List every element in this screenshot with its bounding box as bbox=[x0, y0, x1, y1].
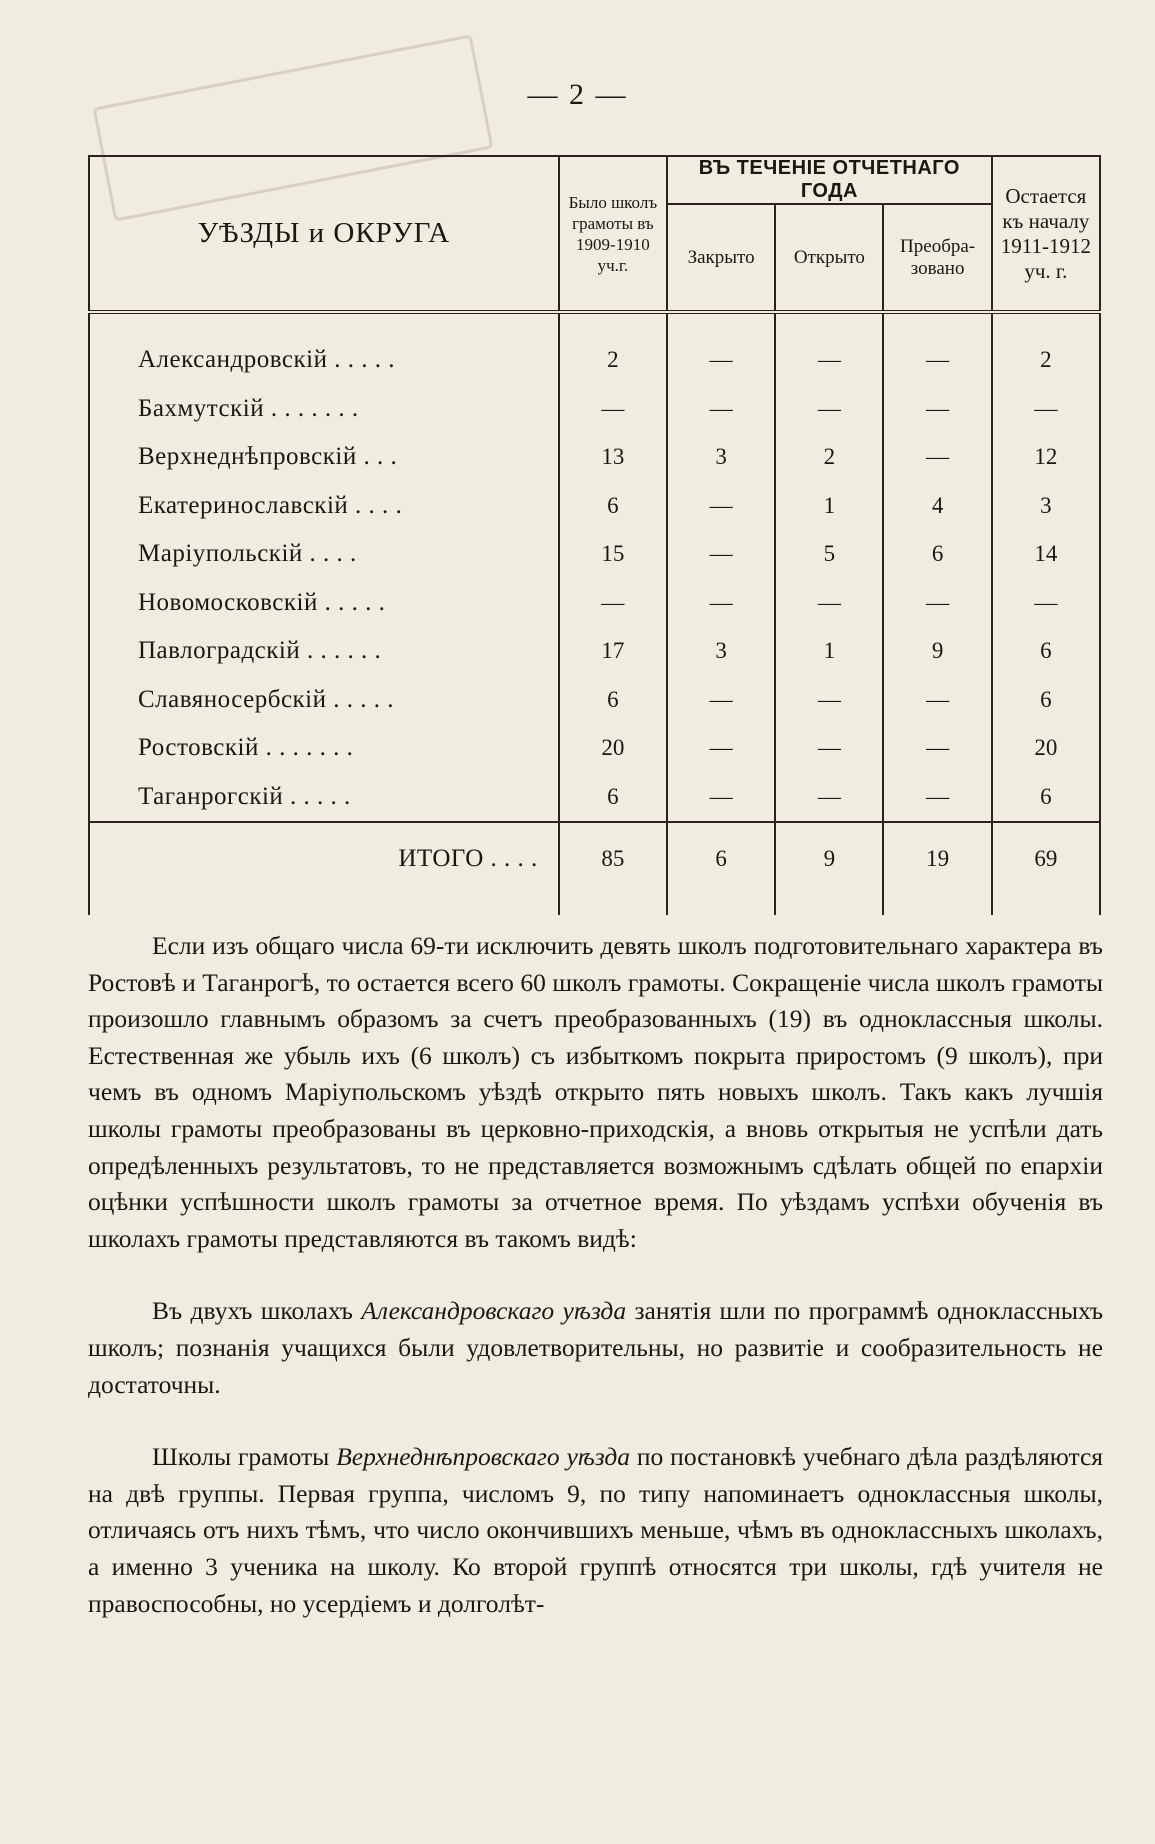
total-opened: 9 bbox=[775, 822, 883, 895]
cell-closed: — bbox=[667, 530, 775, 579]
header-districts: УѢЗДЫ и ОКРУГА bbox=[89, 156, 559, 312]
cell-closed: — bbox=[667, 482, 775, 531]
cell-remains: 3 bbox=[992, 482, 1100, 531]
cell-transformed: 4 bbox=[883, 482, 991, 531]
cell-was: 6 bbox=[559, 482, 667, 531]
table-row bbox=[89, 579, 1100, 628]
cell-opened: 5 bbox=[775, 530, 883, 579]
paragraph-summary: Если изъ общаго числа 69-ти исключить девять школъ подготовительнаго характера въ Ростовѣ и Таганрогѣ, то остается всего 60 школъ грамоты. Сокращенiе числа школъ грамоты произошло главнымъ образомъ за счетъ преобразованныхъ (19) въ одноклассныя школы. Естественная же убыль ихъ (6 школъ) съ избыткомъ покрыта приростомъ (9 школъ), при чемъ въ одномъ Марiупольскомъ уѣздѣ открыто пять новыхъ школъ. Такъ какъ лучшiя школы грамоты преобразованы въ церковно-приходскiя, а вновь открытыя не успѣли дать опредѣленныхъ результатовъ, то не представляется возможнымъ сдѣлать общей по епархiи оцѣнки успѣшности школъ грамоты за отчетное время. По уѣздамъ успѣхи обученiя въ школахъ грамоты представляются въ такомъ видѣ: bbox=[88, 931, 1103, 1253]
cell-remains: 6 bbox=[992, 676, 1100, 725]
schools-table bbox=[88, 155, 1101, 915]
district-name: Верхнеднѣпровскiй . . . bbox=[89, 433, 559, 482]
district-emphasis: Верхнеднѣпровскаго уѣзда bbox=[336, 1442, 631, 1472]
cell-was: 15 bbox=[559, 530, 667, 579]
cell-transformed: — bbox=[883, 676, 991, 725]
cell-remains: — bbox=[992, 579, 1100, 628]
district-name: Славяносербскiй . . . . . bbox=[89, 676, 559, 725]
total-closed: 6 bbox=[667, 822, 775, 895]
table-row bbox=[89, 482, 1100, 531]
table-total-row bbox=[89, 822, 1100, 895]
cell-closed: — bbox=[667, 676, 775, 725]
paragraph-verkhnedneprovsky bbox=[88, 1439, 1103, 1622]
cell-closed: — bbox=[667, 312, 775, 385]
cell-transformed: — bbox=[883, 579, 991, 628]
cell-opened: 1 bbox=[775, 627, 883, 676]
table-row bbox=[89, 385, 1100, 434]
cell-was: 6 bbox=[559, 676, 667, 725]
table-row bbox=[89, 312, 1100, 385]
cell-remains: 20 bbox=[992, 724, 1100, 773]
cell-was: 2 bbox=[559, 312, 667, 385]
header-opened: Открыто bbox=[775, 204, 883, 312]
cell-was: 17 bbox=[559, 627, 667, 676]
table-row bbox=[89, 724, 1100, 773]
cell-closed: — bbox=[667, 724, 775, 773]
cell-was: — bbox=[559, 385, 667, 434]
cell-closed: 3 bbox=[667, 627, 775, 676]
cell-opened: — bbox=[775, 676, 883, 725]
district-name: Александровскiй . . . . . bbox=[89, 312, 559, 385]
cell-closed: — bbox=[667, 385, 775, 434]
cell-opened: 2 bbox=[775, 433, 883, 482]
paragraph-end: по постановкѣ учебнаго дѣла раздѣляются на двѣ группы. Первая группа, числомъ 9, по типу напоминаетъ одноклассныя школы, отличаясь отъ нихъ тѣмъ, что число окончившихъ меньше, чѣмъ въ одноклассныхъ школахъ, а именно 3 ученика на школу. Ко второй группѣ относятся три школы, гдѣ учителя не правоспособны, но усердiемъ и долголѣт- bbox=[88, 1442, 1103, 1618]
district-name: Таганрогскiй . . . . . bbox=[89, 773, 559, 823]
total-remains: 69 bbox=[992, 822, 1100, 895]
district-name: Марiупольскiй . . . . bbox=[89, 530, 559, 579]
header-during-year: ВЪ ТЕЧЕНIЕ ОТЧЕТНАГО ГОДА bbox=[667, 156, 992, 204]
cell-opened: — bbox=[775, 385, 883, 434]
paragraph-end: занятiя шли по программѣ одноклассныхъ школъ; познанiя учащихся были удовлетворительны, но развитiе и сообразительность не достаточны. bbox=[88, 1296, 1104, 1399]
cell-opened: — bbox=[775, 773, 883, 823]
total-was: 85 bbox=[559, 822, 667, 895]
district-name: Новомосковскiй . . . . . bbox=[89, 579, 559, 628]
cell-remains: 2 bbox=[992, 312, 1100, 385]
table-bottom-spacer bbox=[89, 895, 1100, 915]
district-name: Бахмутскiй . . . . . . . bbox=[89, 385, 559, 434]
body-text bbox=[88, 928, 1103, 1658]
cell-opened: 1 bbox=[775, 482, 883, 531]
cell-opened: — bbox=[775, 312, 883, 385]
cell-opened: — bbox=[775, 724, 883, 773]
table-row bbox=[89, 773, 1100, 823]
paragraph-aleksandrovsky bbox=[88, 1293, 1103, 1403]
district-emphasis: Александровскаго уѣзда bbox=[361, 1296, 627, 1326]
header-was: Было школъ грамоты въ 1909-1910 уч.г. bbox=[559, 156, 667, 312]
header-remains: Остается къ началу 1911-1912 уч. г. bbox=[992, 156, 1100, 312]
table-row bbox=[89, 433, 1100, 482]
cell-remains: 6 bbox=[992, 627, 1100, 676]
page-number: — 2 — bbox=[527, 78, 628, 111]
cell-remains: 14 bbox=[992, 530, 1100, 579]
cell-closed: — bbox=[667, 579, 775, 628]
table-row bbox=[89, 676, 1100, 725]
paragraph-start: Школы грамоты bbox=[152, 1442, 330, 1472]
header-closed: Закрыто bbox=[667, 204, 775, 312]
cell-transformed: — bbox=[883, 433, 991, 482]
paragraph-start: Въ двухъ школахъ bbox=[152, 1296, 353, 1326]
cell-opened: — bbox=[775, 579, 883, 628]
table-row bbox=[89, 627, 1100, 676]
cell-closed: — bbox=[667, 773, 775, 823]
cell-was: 13 bbox=[559, 433, 667, 482]
cell-transformed: — bbox=[883, 385, 991, 434]
header-transformed: Преобра-зовано bbox=[883, 204, 991, 312]
cell-transformed: 6 bbox=[883, 530, 991, 579]
total-transformed: 19 bbox=[883, 822, 991, 895]
district-name: Екатеринославскiй . . . . bbox=[89, 482, 559, 531]
cell-remains: 12 bbox=[992, 433, 1100, 482]
total-label: ИТОГО . . . . bbox=[89, 822, 559, 895]
cell-transformed: — bbox=[883, 773, 991, 823]
cell-closed: 3 bbox=[667, 433, 775, 482]
cell-was: 6 bbox=[559, 773, 667, 823]
district-name: Ростовскiй . . . . . . . bbox=[89, 724, 559, 773]
table-row bbox=[89, 530, 1100, 579]
cell-transformed: — bbox=[883, 724, 991, 773]
cell-transformed: — bbox=[883, 312, 991, 385]
cell-remains: — bbox=[992, 385, 1100, 434]
cell-transformed: 9 bbox=[883, 627, 991, 676]
cell-was: 20 bbox=[559, 724, 667, 773]
cell-was: — bbox=[559, 579, 667, 628]
district-name: Павлоградскiй . . . . . . bbox=[89, 627, 559, 676]
cell-remains: 6 bbox=[992, 773, 1100, 823]
